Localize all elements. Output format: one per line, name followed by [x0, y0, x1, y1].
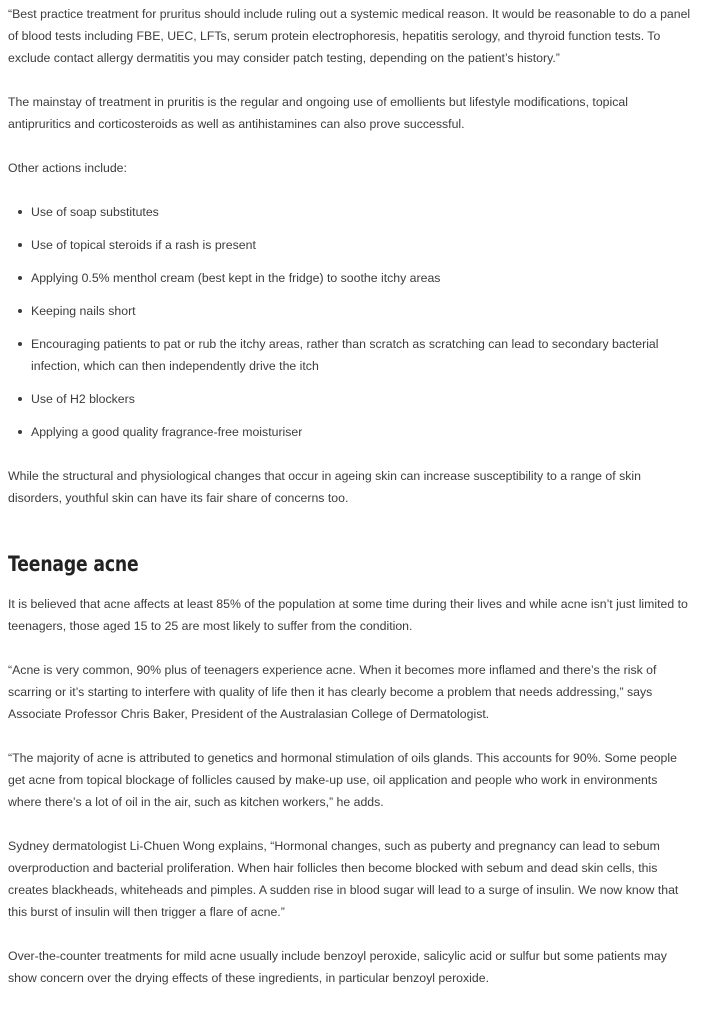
article-paragraph: While the structural and physiological changes that occur in ageing skin can increase susceptibility to a range of skin disorders, youthful skin can have its fair share of concerns too. [8, 469, 641, 505]
list-item: Applying a good quality fragrance-free moisturiser [8, 421, 691, 443]
article-paragraph: Other actions include: [8, 161, 127, 175]
article-paragraph: It is believed that acne affects at least 85% of the population at some time during their lives and while acne isn’t just limited to teenagers, those aged 15 to 25 are most likely to suffer from the condition. [8, 597, 688, 633]
list-item: Use of soap substitutes [8, 201, 691, 223]
section-heading: Teenage acne [8, 552, 139, 576]
list-item: Use of H2 blockers [8, 388, 691, 410]
list-item: Encouraging patients to pat or rub the itchy areas, rather than scratch as scratching can lead to secondary bacterial infection, which can then independently drive the itch [8, 333, 691, 377]
article-paragraph: The mainstay of treatment in pruritis is the regular and ongoing use of emollients but lifestyle modifications, topical antipruritics and corticosteroids as well as antihistamines can also prove successful. [8, 95, 628, 131]
article-paragraph: “Best practice treatment for pruritus should include ruling out a systemic medical reason. It would be reasonable to do a panel of blood tests including FBE, UEC, LFTs, serum protein electrophoresis, hepatitis serology, and thyroid function tests. To exclude contact allergy dermatitis you may consider patch testing, depending on the patient’s history.” [8, 7, 691, 65]
article-paragraph: “The majority of acne is attributed to genetics and hormonal stimulation of oils glands. This accounts for 90%. Some people get acne from topical blockage of follicles caused by make-up use, oil application and people who work in environments where there’s a lot of oil in the air, such as kitchen workers,” he adds. [8, 751, 677, 809]
list-item: Keeping nails short [8, 300, 691, 322]
list-item: Use of topical steroids if a rash is present [8, 234, 691, 256]
actions-list [8, 201, 691, 443]
article-paragraph: “Acne is very common, 90% plus of teenagers experience acne. When it becomes more inflamed and there’s the risk of scarring or it’s starting to interfere with quality of life then it has clearly become a problem that needs addressing,” says Associate Professor Chris Baker, President of the Australasian College of Dermatologist. [8, 663, 657, 721]
list-item: Applying 0.5% menthol cream (best kept in the fridge) to soothe itchy areas [8, 267, 691, 289]
article-paragraph: Over-the-counter treatments for mild acne usually include benzoyl peroxide, salicylic acid or sulfur but some patients may show concern over the drying effects of these ingredients, in particular benzoyl peroxide. [8, 949, 667, 985]
article-paragraph: Sydney dermatologist Li-Chuen Wong explains, “Hormonal changes, such as puberty and pregnancy can lead to sebum overproduction and bacterial proliferation. When hair follicles then become blocked with sebum and dead skin cells, this creates blackheads, whiteheads and pimples. A sudden rise in blood sugar will lead to a surge of insulin. We now know that this burst of insulin will then trigger a flare of acne.” [8, 839, 679, 919]
